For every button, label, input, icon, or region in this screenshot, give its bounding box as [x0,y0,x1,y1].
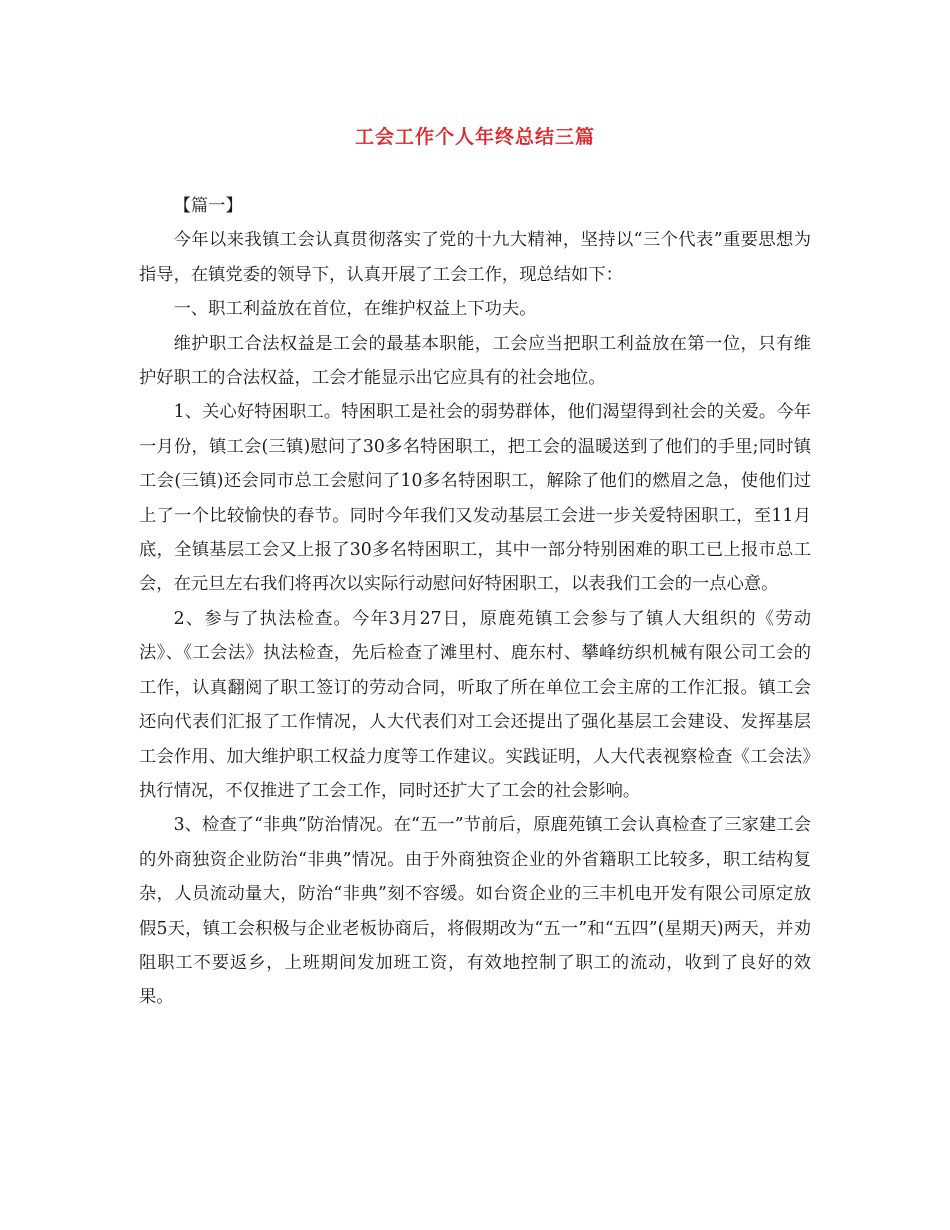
paragraph: 维护职工合法权益是工会的最基本职能，工会应当把职工利益放在第一位，只有维护好职工的合法权益，工会才能显示出它应具有的社会地位。 [139,333,811,389]
document-title: 工会工作个人年终总结三篇 [354,126,595,148]
paragraph: 1、关心好特困职工。特困职工是社会的弱势群体，他们渴望得到社会的关爱。今年一月份，镇工会(三镇)慰问了30多名特困职工，把工会的温暖送到了他们的手里;同时镇工会(三镇)还会同市总工会慰问了10多名特困职工，解除了他们的燃眉之急，使他们过上了一个比较愉快的春节。同时今年我们又发动基层工会进一步关爱特困职工，至11月底，全镇基层工会又上报了30多名特困职工，其中一部分特别困难的职工已上报市总工会，在元旦左右我们将再次以实际行动慰问好特困职工，以表我们工会的一点心意。 [139,402,811,595]
document-body [139,189,811,1015]
paragraph: 一、职工利益放在首位，在维护权益上下功夫。 [173,299,537,320]
paragraph: 3、检查了“非典”防治情况。在“五一”节前后，原鹿苑镇工会认真检查了三家建工会的外商独资企业防治“非典”情况。由于外商独资企业的外省籍职工比较多，职工结构复杂，人员流动量大，防治“非典”刻不容缓。如台资企业的三丰机电开发有限公司原定放假5天，镇工会积极与企业老板协商后，将假期改为“五一”和“五四”(星期天)两天，并劝阻职工不要返乡，上班期间发加班工资，有效地控制了职工的流动，收到了良好的效果。 [139,815,811,1008]
paragraph: 今年以来我镇工会认真贯彻落实了党的十九大精神，坚持以“三个代表”重要思想为指导，在镇党委的领导下，认真开展了工会工作，现总结如下： [139,230,811,285]
paragraph: 2、参与了执法检查。今年3月27日，原鹿苑镇工会参与了镇人大组织的《劳动法》、《工会法》执法检查，先后检查了滩里村、鹿东村、攀峰纺织机械有限公司工会的工作，认真翻阅了职工签订的劳动合同，听取了所在单位工会主席的工作汇报。镇工会还向代表们汇报了工作情况，人大代表们对工会还提出了强化基层工会建设、发挥基层工会作用、加大维护职工权益力度等工作建议。实践证明，人大代表视察检查《工会法》执行情况，不仅推进了工会工作，同时还扩大了工会的社会影响。 [139,608,811,801]
section-heading: 【篇一】 [173,196,243,216]
